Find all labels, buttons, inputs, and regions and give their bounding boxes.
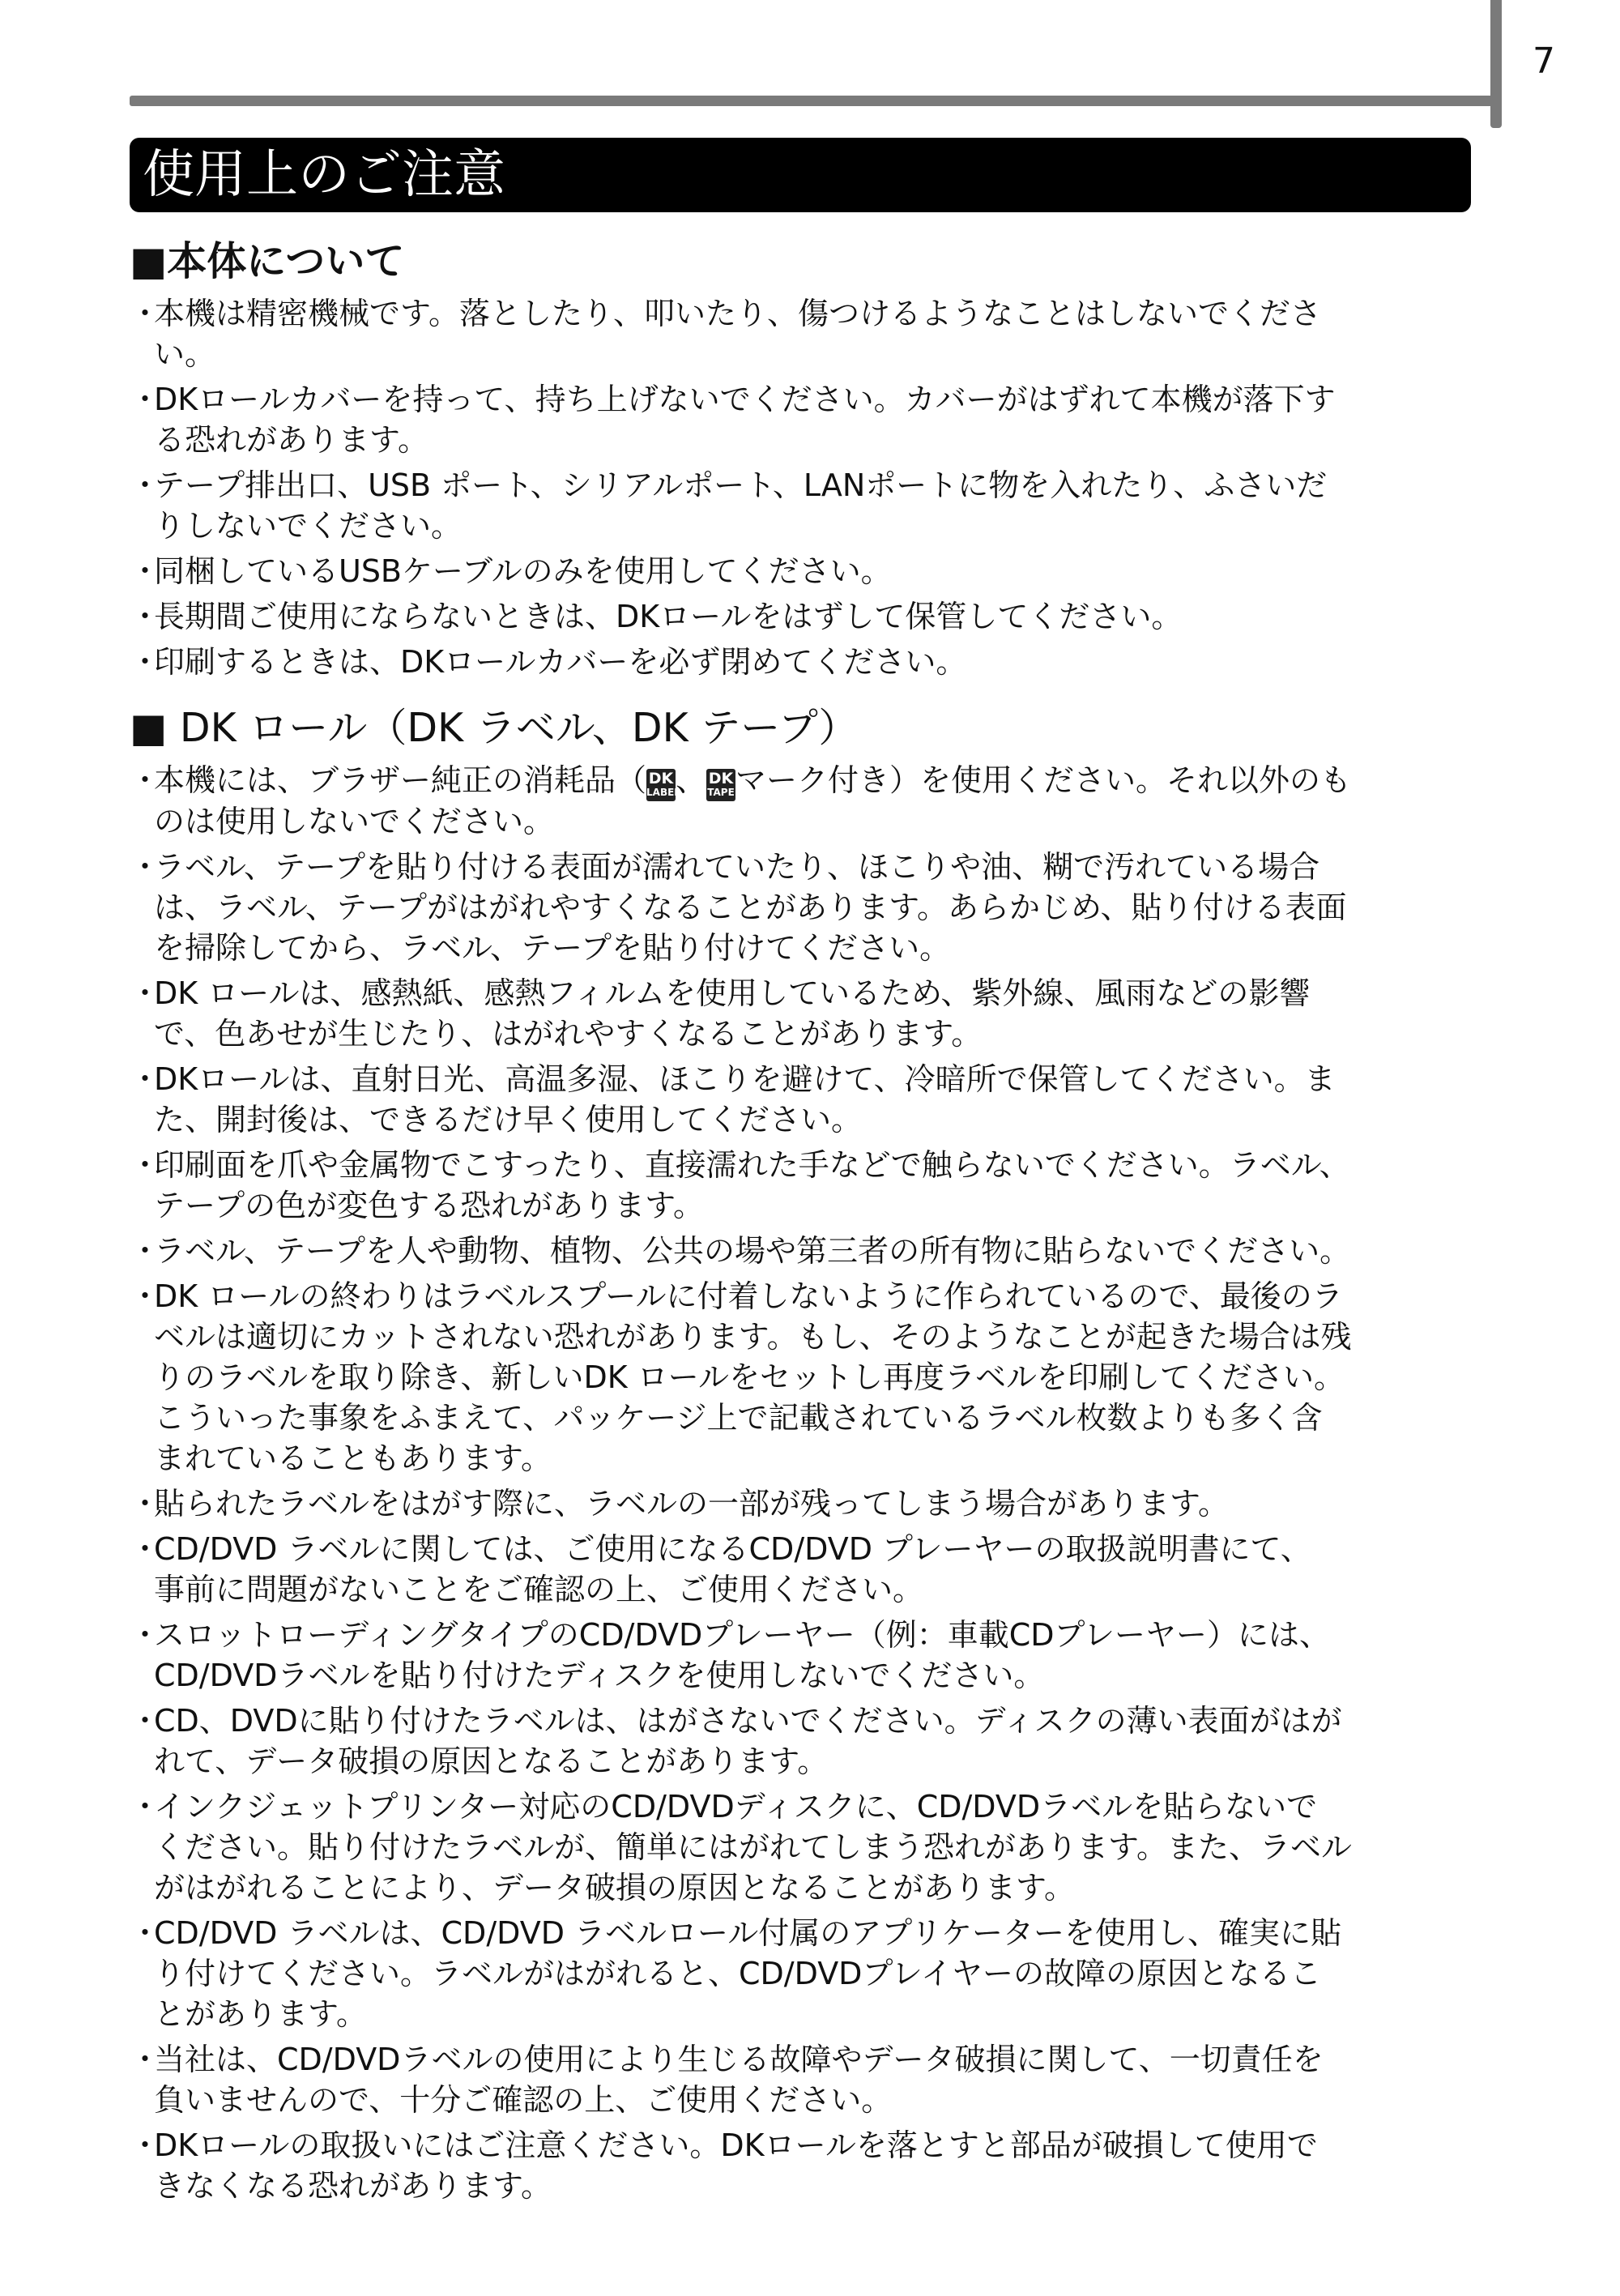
list-item [130, 847, 1474, 968]
item-text: テープ排出口、USB ポート、シリアルポート、LANポートに物を入れたり、ふさいだ りしないでください。 [154, 467, 1328, 544]
bullet: ・ [130, 849, 161, 885]
bullet: ・ [130, 296, 161, 331]
list-item [130, 1529, 1474, 1610]
item-text: インクジェットプリンター対応のCD/DVDディスクに、CD/DVDラベルを貼らないで ください。貼り付けたラベルが、簡単にはがれてしまう恐れがあります。また、ラベル がはがれることにより、データ破損の原因となることがあります。 [154, 1789, 1352, 1906]
list-item [130, 642, 1474, 682]
item-text: スロットローディングタイプのCD/DVDプレーヤー（例：車載CDプレーヤー）には、 CD/DVDラベルを貼り付けたディスクを使用しないでください。 [154, 1617, 1330, 1693]
bullet: ・ [130, 467, 161, 503]
bullet: ・ [130, 553, 161, 589]
bullet: ・ [130, 1233, 161, 1269]
item-text: DK ロールの終わりはラベルスプールに付着しないように作られているので、最後のラ ベルは適切にカットされない恐れがあります。もし、そのようなことが起きた場合は残 りのラベルを取り除き、新しいDK ロールをセットし再度ラベルを印刷してください。 こういった事象をふまえて、パッケージ上で記載されているラベル枚数よりも多く含 まれていることもあります。 [154, 1278, 1352, 1476]
item-text: 当社は、CD/DVDラベルの使用により生じる故障やデータ破損に関して、一切責任を 負いませんので、十分ご確認の上、ご使用ください。 [154, 2042, 1324, 2118]
item-text: 印刷面を爪や金属物でこすったり、直接濡れた手などで触らないでください。ラベル、 テープの色が変色する恐れがあります。 [154, 1147, 1350, 1223]
bullet: ・ [130, 1061, 161, 1097]
bullet: ・ [130, 762, 161, 798]
list-item [130, 1231, 1474, 1271]
section-heading-main-unit: ■本体について [130, 238, 405, 284]
list-item [130, 1059, 1474, 1140]
item-text: 本機には、ブラザー純正の消耗品（ [154, 762, 647, 798]
list-item [130, 1913, 1474, 2034]
main-unit-list [130, 293, 1474, 682]
item-text: マーク付き）を使用ください。それ以外のも のは使用しないでください。 [154, 762, 1352, 839]
item-text: ラベル、テープを貼り付ける表面が濡れていたり、ほこりや油、糊で汚れている場合 は、ラベル、テープがはがれやすくなることがあります。あらかじめ、貼り付ける表面 を掃除してから、ラベル、テープを貼り付けてください。 [154, 849, 1347, 966]
bullet: ・ [130, 1617, 161, 1653]
section-heading-dk-roll: ■ DK ロール（DK ラベル、DK テープ） [130, 705, 859, 751]
item-text: CD/DVD ラベルに関しては、ご使用になるCD/DVD プレーヤーの取扱説明書にて、 事前に問題がないことをご確認の上、ご使用ください。 [154, 1531, 1311, 1607]
bullet: ・ [130, 1278, 161, 1314]
item-text: DK ロールは、感熱紙、感熱フィルムを使用しているため、紫外線、風雨などの影響 で、色あせが生じたり、はがれやすくなることがあります。 [154, 975, 1311, 1052]
bullet: ・ [130, 1531, 161, 1567]
bullet: ・ [130, 2127, 161, 2163]
bullet: ・ [130, 1789, 161, 1824]
list-item [130, 1615, 1474, 1696]
list-item [130, 760, 1474, 842]
dk-roll-list [130, 760, 1474, 2206]
list-item [130, 596, 1474, 637]
item-text: DKロールカバーを持って、持ち上げないでください。カバーがはずれて本機が落下す る恐れがあります。 [154, 382, 1336, 458]
item-text: CD、DVDに貼り付けたラベルは、はがさないでください。ディスクの薄い表面がはが れて、データ破損の原因となることがあります。 [154, 1703, 1342, 1779]
list-item [130, 1145, 1474, 1226]
bullet: ・ [130, 382, 161, 417]
list-item [130, 1786, 1474, 1908]
page-title: 使用上のご注意 [130, 138, 1471, 212]
bullet: ・ [130, 2042, 161, 2077]
list-item [130, 1483, 1474, 1524]
header-rule-vertical [1490, 0, 1502, 128]
item-text: DKロールの取扱いにはご注意ください。DKロールを落とすと部品が破損して使用で きなくなる恐れがあります。 [154, 2127, 1318, 2204]
item-separator: 、 [676, 762, 707, 798]
bullet: ・ [130, 1915, 161, 1951]
item-text: 長期間ご使用にならないときは、DKロールをはずして保管してください。 [154, 599, 1183, 634]
item-text: ラベル、テープを人や動物、植物、公共の場や第三者の所有物に貼らないでください。 [154, 1233, 1351, 1269]
item-text: CD/DVD ラベルは、CD/DVD ラベルロール付属のアプリケーターを使用し、確実に貼 り付けてください。ラベルがはがれると、CD/DVDプレイヤーの故障の原因となるこ とがあります。 [154, 1915, 1342, 2032]
list-item [130, 1701, 1474, 1782]
bullet: ・ [130, 975, 161, 1011]
item-text: 同梱しているUSBケーブルのみを使用してください。 [154, 553, 892, 589]
dk-label-mark-icon: DK LABEL [646, 769, 676, 801]
item-text: 貼られたラベルをはがす際に、ラベルの一部が残ってしまう場合があります。 [154, 1486, 1229, 1521]
header-rule [130, 96, 1498, 106]
bullet: ・ [130, 599, 161, 634]
list-item [130, 2039, 1474, 2120]
list-item [130, 293, 1474, 374]
list-item [130, 551, 1474, 591]
page-number: 7 [1533, 41, 1555, 82]
dk-tape-mark-icon: DK TAPE [706, 769, 735, 801]
bullet: ・ [130, 1703, 161, 1739]
list-item [130, 1276, 1474, 1479]
item-text: 本機は精密機械です。落としたり、叩いたり、傷つけるようなことはしないでくださ い。 [154, 296, 1321, 372]
list-item [130, 973, 1474, 1054]
bullet: ・ [130, 1147, 161, 1183]
list-item [130, 2125, 1474, 2206]
bullet: ・ [130, 644, 161, 680]
list-item [130, 379, 1474, 460]
item-text: DKロールは、直射日光、高温多湿、ほこりを避けて、冷暗所で保管してください。ま た、開封後は、できるだけ早く使用してください。 [154, 1061, 1336, 1137]
main-content [130, 230, 1474, 2211]
list-item [130, 465, 1474, 546]
bullet: ・ [130, 1486, 161, 1521]
item-text: 印刷するときは、DKロールカバーを必ず閉めてください。 [154, 644, 967, 680]
